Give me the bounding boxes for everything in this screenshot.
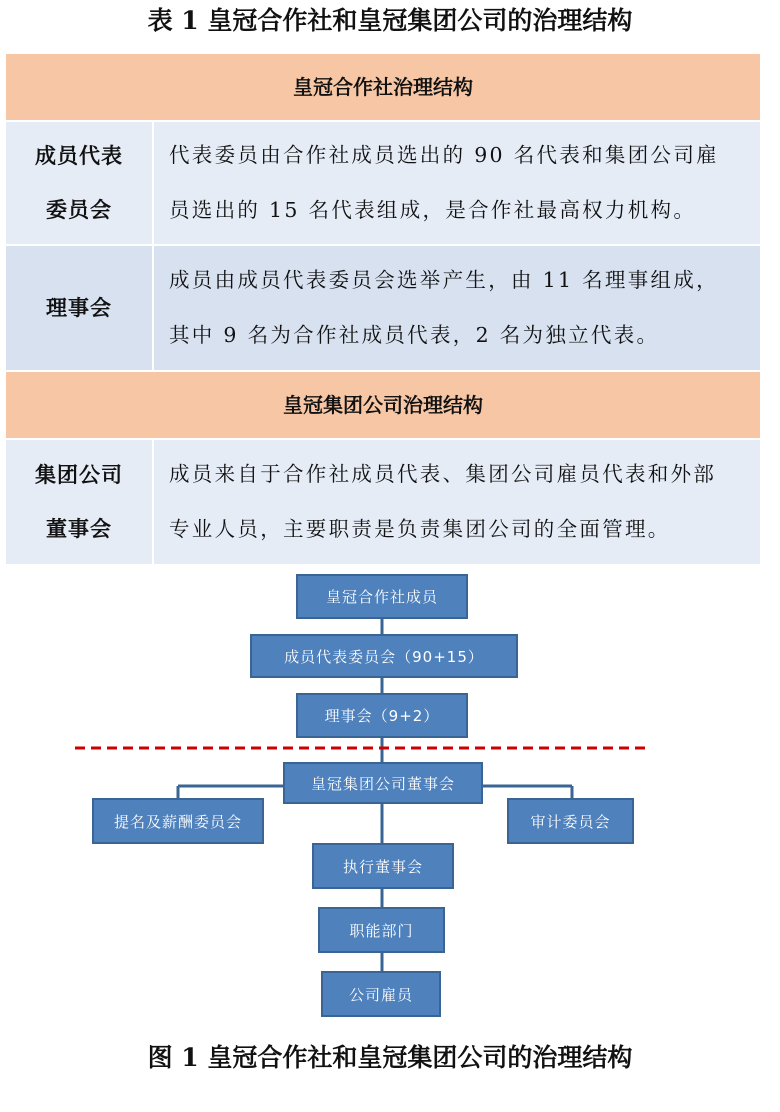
node-exec-board: 执行董事会	[312, 843, 454, 889]
row-label-line: 委员会	[46, 197, 112, 222]
org-chart	[0, 562, 780, 1042]
row-label-line: 成员代表	[35, 143, 123, 168]
row-label-line: 董事会	[46, 516, 112, 541]
node-employees: 公司雇员	[321, 971, 441, 1017]
row-label-council	[6, 246, 154, 370]
node-nomination-committee: 提名及薪酬委员会	[92, 798, 264, 844]
node-council: 理事会（9+2）	[296, 693, 468, 738]
table-title: 表 1 皇冠合作社和皇冠集团公司的治理结构	[147, 6, 633, 35]
table-row-rep-committee	[6, 122, 760, 246]
row-desc-line: 成员由成员代表委员会选举产生，由 11 名理事组成，	[169, 268, 719, 292]
row-label-line: 理事会	[46, 295, 112, 320]
row-label-line: 集团公司	[35, 462, 123, 487]
figure-caption: 图 1 皇冠合作社和皇冠集团公司的治理结构	[147, 1043, 633, 1072]
governance-table	[6, 54, 760, 566]
node-coop-members: 皇冠合作社成员	[296, 574, 468, 619]
node-rep-committee: 成员代表委员会（90+15）	[250, 634, 518, 678]
row-desc-line: 成员来自于合作社成员代表、集团公司雇员代表和外部	[169, 462, 717, 486]
node-group-board: 皇冠集团公司董事会	[283, 762, 483, 804]
row-label-rep-committee	[6, 122, 154, 244]
row-desc-line: 专业人员，主要职责是负责集团公司的全面管理。	[169, 517, 671, 541]
row-desc-rep-committee	[154, 122, 760, 244]
row-desc-line: 员选出的 15 名代表组成，是合作社最高权力机构。	[169, 198, 697, 222]
node-departments: 职能部门	[318, 907, 445, 953]
section-header-coop: 皇冠合作社治理结构	[6, 54, 760, 122]
row-label-group-board	[6, 440, 154, 564]
row-desc-line: 其中 9 名为合作社成员代表，2 名为独立代表。	[169, 323, 660, 347]
node-audit-committee: 审计委员会	[507, 798, 634, 844]
row-desc-council	[154, 246, 760, 370]
row-desc-line: 代表委员由合作社成员选出的 90 名代表和集团公司雇	[169, 143, 719, 167]
row-desc-group-board	[154, 440, 760, 564]
table-row-group-board	[6, 440, 760, 566]
section-header-group: 皇冠集团公司治理结构	[6, 372, 760, 440]
table-row-council	[6, 246, 760, 372]
